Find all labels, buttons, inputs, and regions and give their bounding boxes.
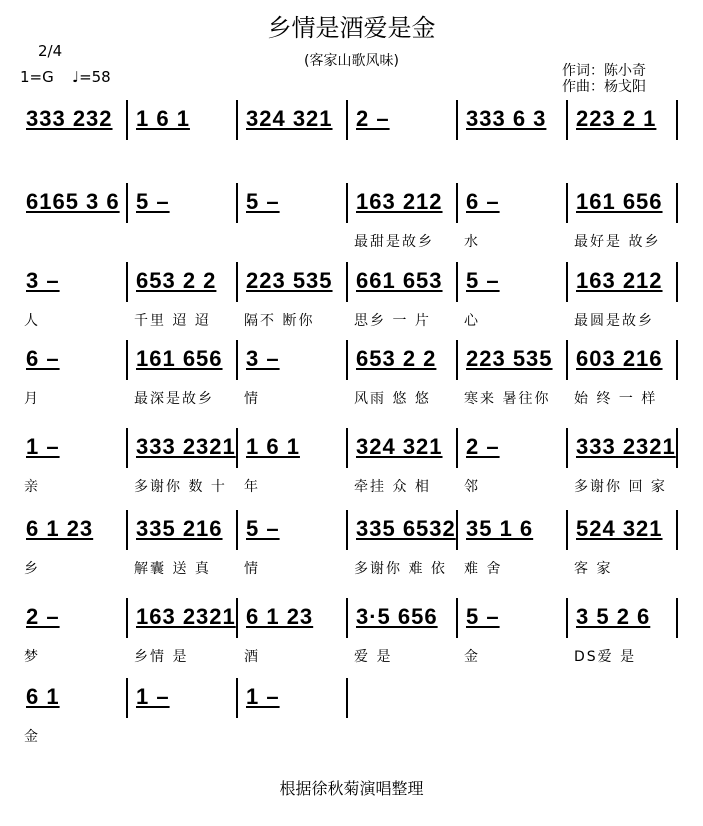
- lyric-text: 金: [24, 729, 40, 745]
- measure-notes: 6 –: [26, 346, 60, 371]
- bar-line: [676, 100, 678, 140]
- measure-notes: 6 –: [466, 189, 500, 214]
- lyric-text: 最好是 故乡: [574, 234, 661, 250]
- tempo-marking: ♩=58: [72, 68, 111, 86]
- bar-line: [236, 598, 238, 638]
- measure-notes: 223 535: [246, 268, 333, 293]
- score-row: [14, 598, 694, 688]
- lyric-text: 乡情 是: [134, 649, 189, 665]
- measure-notes: 2 –: [466, 434, 500, 459]
- bar-line: [126, 678, 128, 718]
- bar-line: [346, 183, 348, 223]
- bar-line: [566, 262, 568, 302]
- lyric-text: 月: [24, 391, 40, 407]
- measure-notes: 653 2 2: [356, 346, 437, 371]
- measure-notes: 3·5 656: [356, 604, 438, 629]
- bar-line: [126, 428, 128, 468]
- lyric-text: 最圆是故乡: [574, 313, 654, 329]
- bar-line: [676, 262, 678, 302]
- lyric-text: 水: [464, 234, 480, 250]
- lyric-text: 金: [464, 649, 480, 665]
- measure-notes: 35 1 6: [466, 516, 534, 541]
- measure-notes: 3 –: [246, 346, 280, 371]
- measure-notes: 5 –: [466, 268, 500, 293]
- lyric-text: 梦: [24, 649, 40, 665]
- measure-notes: 161 656: [136, 346, 223, 371]
- score-row: [14, 428, 694, 518]
- bar-line: [346, 510, 348, 550]
- bar-line: [566, 510, 568, 550]
- measure-notes: 2 –: [356, 106, 390, 131]
- measure-notes: 333 232: [26, 106, 113, 131]
- lyric-text: 情: [244, 561, 260, 577]
- lyric-text: 最深是故乡: [134, 391, 214, 407]
- song-subtitle: (客家山歌风味): [304, 53, 399, 69]
- bar-line: [456, 510, 458, 550]
- bar-line: [346, 100, 348, 140]
- measure-notes: 5 –: [246, 516, 280, 541]
- score-row: [14, 183, 694, 273]
- bar-line: [126, 100, 128, 140]
- lyric-text: 多谢你 难 依: [354, 561, 447, 577]
- bar-line: [236, 510, 238, 550]
- measure-notes: 653 2 2: [136, 268, 217, 293]
- bar-line: [676, 510, 678, 550]
- score-row: [14, 262, 694, 352]
- bar-line: [126, 262, 128, 302]
- bar-line: [456, 183, 458, 223]
- bar-line: [236, 262, 238, 302]
- lyric-text: 心: [464, 313, 480, 329]
- bar-line: [456, 428, 458, 468]
- lyric-text: 解囊 送 真: [134, 561, 211, 577]
- measure-notes: 333 2321: [136, 434, 236, 459]
- footer-note: 根据徐秋菊演唱整理: [279, 779, 424, 798]
- lyric-text: 爱 是: [354, 649, 393, 665]
- lyric-text: 始 终 一 样: [574, 391, 658, 407]
- composer-credit: 作曲：杨戈阳: [562, 79, 646, 95]
- measure-notes: 1 –: [26, 434, 60, 459]
- measure-notes: 6165 3 6: [26, 189, 120, 214]
- bar-line: [346, 262, 348, 302]
- bar-line: [456, 100, 458, 140]
- bar-line: [676, 183, 678, 223]
- bar-line: [676, 428, 678, 468]
- bar-line: [236, 428, 238, 468]
- measure-notes: 163 2321: [136, 604, 236, 629]
- bar-line: [566, 183, 568, 223]
- measure-notes: 1 –: [246, 684, 280, 709]
- bar-line: [236, 100, 238, 140]
- bar-line: [236, 678, 238, 718]
- bar-line: [456, 340, 458, 380]
- measure-notes: 2 –: [26, 604, 60, 629]
- bar-line: [676, 340, 678, 380]
- lyric-text: 年: [244, 479, 260, 495]
- bar-line: [566, 100, 568, 140]
- bar-line: [456, 262, 458, 302]
- lyric-text: 寒来 暑往你: [464, 391, 551, 407]
- bar-line: [236, 183, 238, 223]
- measure-notes: 333 6 3: [466, 106, 547, 131]
- lyric-text: 人: [24, 313, 40, 329]
- measure-notes: 5 –: [136, 189, 170, 214]
- bar-line: [126, 340, 128, 380]
- measure-notes: 524 321: [576, 516, 663, 541]
- bar-line: [346, 598, 348, 638]
- bar-line: [126, 598, 128, 638]
- lyric-text: 多谢你 数 十: [134, 479, 227, 495]
- measure-notes: 1 6 1: [246, 434, 300, 459]
- measure-notes: 161 656: [576, 189, 663, 214]
- bar-line: [566, 340, 568, 380]
- lyric-text: 难 舍: [464, 561, 503, 577]
- lyricist-credit: 作词：陈小奇: [562, 63, 646, 79]
- score-row: [14, 100, 694, 190]
- measure-notes: 333 2321: [576, 434, 676, 459]
- bar-line: [126, 510, 128, 550]
- lyric-text: 邻: [464, 479, 480, 495]
- song-title: 乡情是酒爱是金: [267, 14, 436, 42]
- lyric-text: 情: [244, 391, 260, 407]
- measure-notes: 163 212: [356, 189, 443, 214]
- lyric-text: 风雨 悠 悠: [354, 391, 431, 407]
- measure-notes: 6 1: [26, 684, 60, 709]
- measure-notes: 324 321: [356, 434, 443, 459]
- score-row: [14, 510, 694, 600]
- measure-notes: 6 1 23: [26, 516, 94, 541]
- measure-notes: 163 212: [576, 268, 663, 293]
- lyric-text: 最甜是故乡: [354, 234, 434, 250]
- lyric-text: 亲: [24, 479, 40, 495]
- time-signature: 2/4: [38, 42, 63, 60]
- lyric-text: 牵挂 众 相: [354, 479, 431, 495]
- bar-line: [346, 340, 348, 380]
- measure-notes: 223 535: [466, 346, 553, 371]
- measure-notes: 1 –: [136, 684, 170, 709]
- score-row: [14, 340, 694, 430]
- measure-notes: 324 321: [246, 106, 333, 131]
- bar-line: [346, 678, 348, 718]
- lyric-text: 隔不 断你: [244, 313, 315, 329]
- measure-notes: 5 –: [466, 604, 500, 629]
- bar-line: [566, 428, 568, 468]
- lyric-text: 酒: [244, 649, 260, 665]
- measure-notes: 1 6 1: [136, 106, 190, 131]
- measure-notes: 223 2 1: [576, 106, 657, 131]
- bar-line: [456, 598, 458, 638]
- measure-notes: 335 216: [136, 516, 223, 541]
- key-signature: 1=G: [20, 68, 54, 86]
- lyric-text: 千里 迢 迢: [134, 313, 211, 329]
- lyric-text: 思乡 一 片: [354, 313, 431, 329]
- lyric-text: 多谢你 回 家: [574, 479, 667, 495]
- bar-line: [126, 183, 128, 223]
- measure-notes: 603 216: [576, 346, 663, 371]
- lyric-text: 客 家: [574, 561, 613, 577]
- measure-notes: 3 –: [26, 268, 60, 293]
- score-row: [14, 678, 694, 768]
- lyric-text: 乡: [24, 561, 40, 577]
- measure-notes: 3 5 2 6: [576, 604, 651, 629]
- measure-notes: 5 –: [246, 189, 280, 214]
- measure-notes: 335 6532: [356, 516, 456, 541]
- bar-line: [236, 340, 238, 380]
- bar-line: [566, 598, 568, 638]
- lyric-text: DS爱 是: [574, 649, 637, 665]
- bar-line: [676, 598, 678, 638]
- bar-line: [346, 428, 348, 468]
- measure-notes: 661 653: [356, 268, 443, 293]
- measure-notes: 6 1 23: [246, 604, 314, 629]
